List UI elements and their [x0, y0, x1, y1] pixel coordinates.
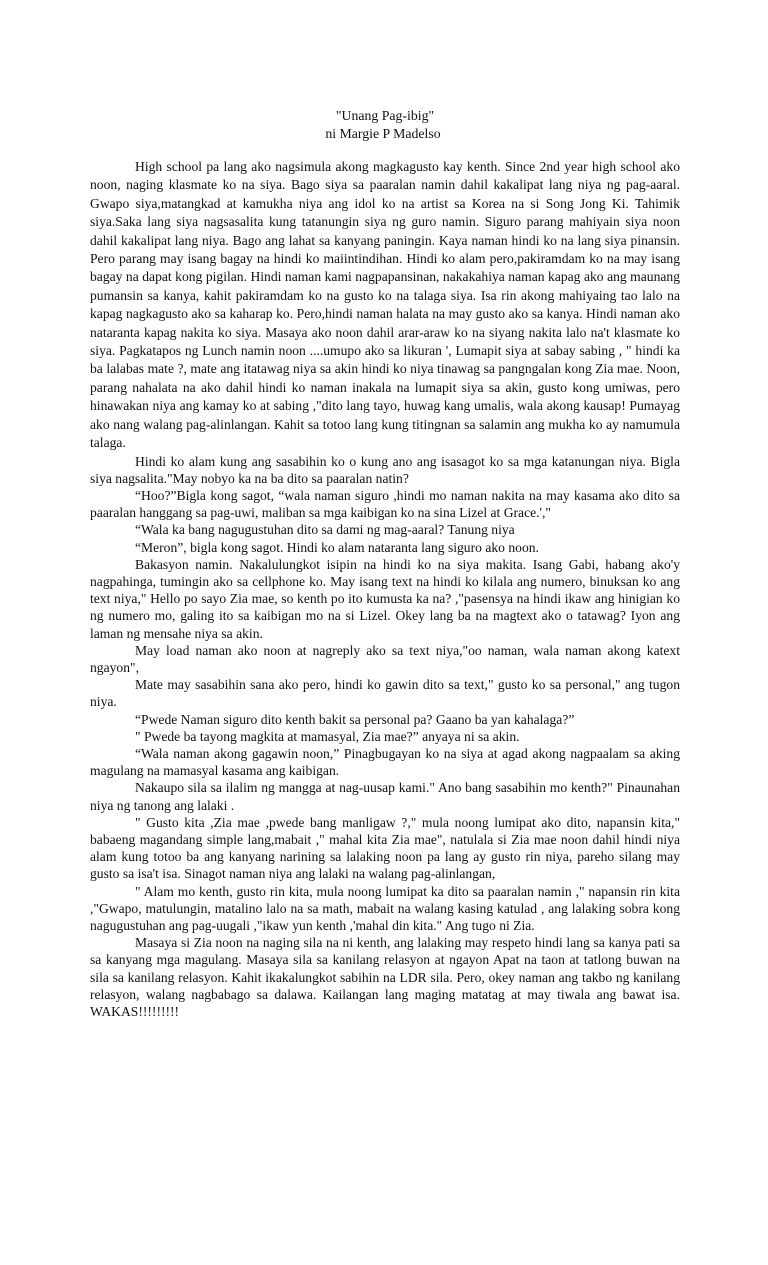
paragraph: “Pwede Naman siguro dito kenth bakit sa personal pa? Gaano ba yan kahalaga?” — [135, 711, 575, 727]
paragraph: “Wala naman akong gagawin noon,” Pinagbugayan ko na siya at agad akong nagpaalam sa aking magulang na mamasyal kasama ang kaibigan. — [90, 745, 680, 779]
paragraph: Masaya si Zia noon na naging sila na ni kenth, ang lalaking may respeto hindi lang sa kanya pati sa sa kanyang mga magulang. Masaya sila sa kanilang relasyon at ngayon Apat na taon at tatlong buwan na sila sa kanilang relasyon. Kahit ikakalungkot sabihin na LDR sila. Pero, okey naman ang takbo ng kanilang relasyon, walang nagbabago sa dalawa. Kailangan lang maging matatag at may tiwala ang bawat isa. WAKAS!!!!!!!!! — [90, 935, 680, 1019]
paragraph: “Hoo?”Bigla kong sagot, “wala naman siguro ,hindi mo naman nakita na may kasama ako dito sa paaralan hanggang sa pag-uwi, maliban sa mga kaibigan ko na sina Lizel at Grace.'," — [90, 487, 680, 521]
paragraph: May load naman ako noon at nagreply ako sa text niya,"oo naman, wala naman akong katext ngayon", — [90, 642, 680, 675]
paragraph: High school pa lang ako nagsimula akong magkagusto kay kenth. Since 2nd year high school ako noon, naging klasmate ko na siya. Bago siya sa paaralan namin dahil kakalipat lang niya ng pag-aaral. Gwapo siya,matangkad at kamukha niya ang idol ko na artist sa Korea na si Song Jong Ki. Tahimik siya.Saka lang siya nagsasalita kung tatanungin siya ng guro namin. Siguro parang mahiyain siya noon dahil kakalipat lang niya. Bago ang lahat sa kanyang paningin. Kaya naman hindi ko na lang siya pinansin. Pero parang may isang bagay na hindi ko maiintindihan. Hindi ko alam pero,pakiramdam ko na may isang bagay na dapat kong pigilan. Hindi naman kami nagpapansinan, nakakahiya naman kapag ako ang maunang pumansin sa kanya, kahit pakiramdam ko na gusto ko na talaga siya. Isa rin akong mahiyaing tao lalo na kapag nagkagusto ako sa kaharap ko. Pero,hindi naman halata na may gusto ako sa kanya. Hindi naman ako nataranta kapag nakita ko siya. Masaya ako noon dahil arar-araw ko na siyang nakita lalo na't klasmate ko siya. Pagkatapos ng Lunch namin noon ....umupo ako sa likuran ', Lumapit siya at sabay sabing , " hindi ka ba lalabas mate ?, mate ang itatawag niya sa akin hindi ko niya tinawag sa pangngalan kong Zia mae. Noon, parang nahalata na ako dahil hindi ko naman inakala na lumapit siya sa akin, gusto kong umiwas, pero hinawakan niya ang kamay ko at sabing ,"dito lang tayo, huwag kang umalis, wala akong kausap! Pumayag ako nang walang pag-alinlangan. Kahit sa totoo lang kung titingnan sa salamin ang mukha ko ay namumula talaga. — [90, 159, 680, 451]
paragraph: " Alam mo kenth, gusto rin kita, mula noong lumipat ka dito sa paaralan namin ," napansin rin kita ,"Gwapo, matulungin, matalino lalo na sa math, mabait na walang kasing katulad , ang lalaking sobra kong nagugustuhan ang pag-uugali ,"ikaw yun kenth ,'mahal din kita." Ang tugo ni Zia. — [90, 883, 680, 933]
paragraph: Mate may sasabihin sana ako pero, hindi ko gawin dito sa text," gusto ko sa personal," ang tugon niya. — [90, 677, 680, 710]
paragraph: “Wala ka bang nagugustuhan dito sa dami ng mag-aaral? Tanung niya — [135, 522, 515, 538]
story-title: "Unang Pag-ibig" — [335, 108, 435, 123]
paragraph: Hindi ko alam kung ang sasabihin ko o kung ano ang isasagot ko sa mga katanungan niya. Bigla siya nagsalita."May nobyo ka na ba dito sa paaralan natin? — [90, 453, 680, 486]
paragraph: “Meron”, bigla kong sagot. Hindi ko alam nataranta lang siguro ako noon. — [135, 539, 539, 555]
title-block — [0, 107, 768, 143]
story-body — [90, 158, 680, 1020]
paragraph: Nakaupo sila sa ilalim ng mangga at nag-uusap kami." Ano bang sasabihin mo kenth?" Pinaunahan niya ng tanong ang lalaki . — [90, 780, 680, 813]
paragraph: " Gusto kita ,Zia mae ,pwede bang manligaw ?," mula noong lumipat ako dito, napansin kita," babaeng magandang simple lang,mabait ," mahal kita Zia mae", natulala si Zia mae noon dahil hindi niya alam kung totoo ba ang kanyang narining sa lalaking noon pa lang ay gusto rin niya, pareho silang may gusto sa isa't isa. Sinagot naman niya ang lalaki na walang pag-alinlangan, — [90, 814, 680, 882]
paragraph: Bakasyon namin. Nakalulungkot isipin na hindi ko na siya makita. Isang Gabi, habang ako'y nagpahinga, tumingin ako sa cellphone ko. May isang text na hindi ko kilala ang numero, binuksan ko ang text niya," Hello po sayo Zia mae, so kenth po ito kumusta ka na? ,"pasensya na hindi ikaw ang hinigian ko ng numero mo, galing ito sa kaibigan mo na si Lizel. Okey lang ba na magtext ako o tatawag? Iyon ang laman ng mensahe niya sa akin. — [90, 556, 680, 641]
paragraph: " Pwede ba tayong magkita at mamasyal, Zia mae?” anyaya ni sa akin. — [135, 728, 520, 744]
story-author: ni Margie P Madelso — [325, 126, 441, 141]
